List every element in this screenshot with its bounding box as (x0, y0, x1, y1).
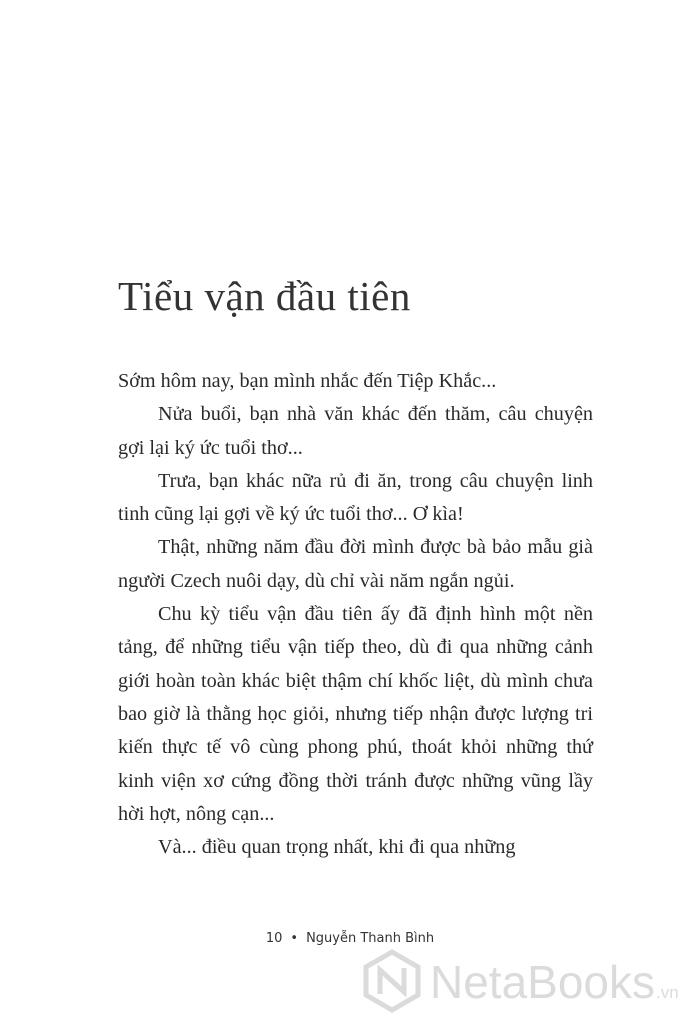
paragraph: Và... điều quan trọng nhất, khi đi qua những (158, 836, 516, 859)
watermark-brand: NetaBooks (430, 956, 656, 1008)
chapter-title: Tiểu vận đầu tiên (118, 273, 411, 319)
footer-separator: • (290, 931, 299, 946)
paragraph: Trưa, bạn khác nữa rủ đi ăn, trong câu chuyện linh tinh cũng lại gợi về ký ức tuổi thơ... Ơ kìa! (118, 469, 593, 526)
watermark-suffix: .vn (656, 983, 679, 1002)
watermark-logo (360, 946, 690, 1016)
paragraph: Nửa buổi, bạn nhà văn khác đến thăm, câu chuyện gợi lại ký ức tuổi thơ... (118, 403, 593, 459)
paragraph: Chu kỳ tiểu vận đầu tiên ấy đã định hình một nền tảng, để những tiểu vận tiếp theo, dù đi qua những cảnh giới hoàn toàn khác biệt thậm chí khốc liệt, dù mình chưa bao giờ là thằng học giỏi, nhưng tiếp nhận được lượng tri kiến thực tế vô cùng phong phú, thoát khỏi những thứ kinh viện xơ cứng đồng thời tránh được những vũng lầy hời hợt, nông cạn... (118, 603, 593, 825)
paragraph: Sớm hôm nay, bạn mình nhắc đến Tiệp Khắc... (118, 370, 497, 392)
page-number: 10 (265, 931, 283, 946)
author-name: Nguyễn Thanh Bình (306, 931, 435, 946)
paragraph: Thật, những năm đầu đời mình được bà bảo mẫu già người Czech nuôi dạy, dù chỉ vài năm ngắn ngủi. (118, 536, 593, 592)
body-text (118, 365, 593, 864)
netabooks-logo-icon (366, 952, 418, 1010)
netabooks-watermark (360, 946, 690, 1016)
page-footer (0, 931, 700, 946)
